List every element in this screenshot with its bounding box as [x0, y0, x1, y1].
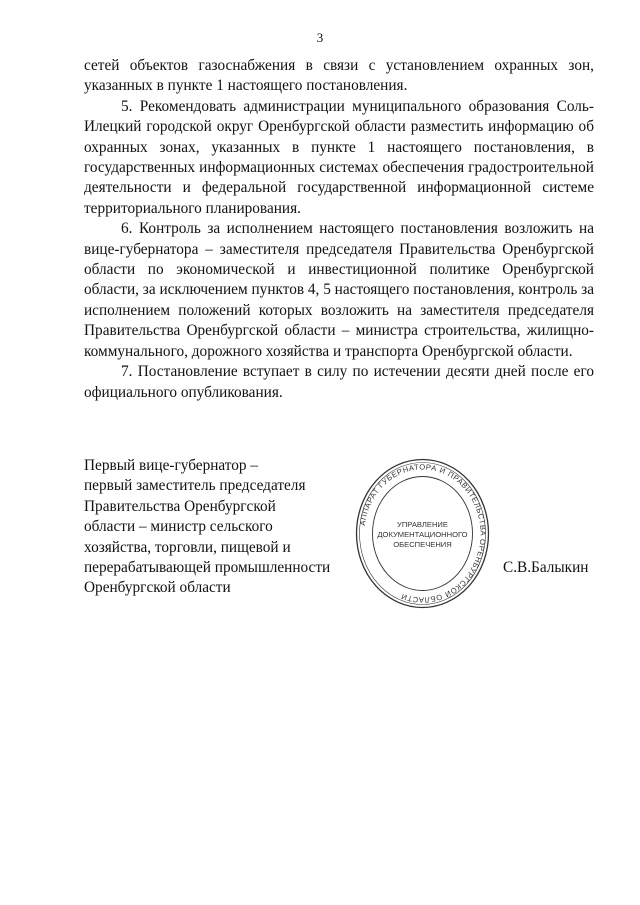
page-number: 3 [316, 30, 324, 45]
seal-center-line: ОБЕСПЕЧЕНИЯ [393, 540, 452, 549]
position-line: области – министр сельского [84, 518, 273, 536]
signer-name: С.В.Балыкин [503, 559, 589, 576]
position-line: Правительства Оренбургской [84, 497, 276, 515]
position-line: первый заместитель председателя [84, 477, 306, 495]
seal-center-line: ДОКУМЕНТАЦИОННОГО [377, 530, 468, 539]
document-body [84, 56, 594, 403]
paragraph-continuation: сетей объектов газоснабжения в связи с установлением охранных зон, указанных в пункте 1 настоящего постановления. [84, 57, 594, 95]
signatory-position [84, 456, 344, 599]
seal-center-line: УПРАВЛЕНИЕ [397, 520, 448, 529]
paragraph-5: 5. Рекомендовать администрации муниципального образования Соль-Илецкий городской округ Оренбургской области разместить информацию об охранных зонах, указанных в пункте 1 настоящего постановления, в государственных информационных системах обеспечения градостроительной деятельности и федеральной государственной информационной системе территориального планирования. [84, 97, 594, 217]
position-line: Первый вице-губернатор – [84, 457, 259, 474]
position-line: хозяйства, торговли, пищевой и [84, 538, 291, 556]
position-line: Оренбургской области [84, 579, 231, 597]
position-line: перерабатывающей промышленности [84, 559, 331, 577]
paragraph-6: 6. Контроль за исполнением настоящего постановления возложить на вице-губернатора – заместителя председателя Правительства Оренбургской области по экономической и инвестиционной политике Оренбургской области, за исключением пунктов 4, 5 настоящего постановления, контроль за исполнением положений которых возложить на заместителя председателя Правительства Оренбургской области – министра строительства, жилищно-коммунального, дорожного хозяйства и транспорта Оренбургской области. [84, 220, 594, 360]
official-seal-stamp [355, 456, 490, 611]
paragraph-7: 7. Постановление вступает в силу по истечении десяти дней после его официального опубликования. [84, 363, 594, 401]
seal-ring-text: АППАРАТ ГУБЕРНАТОРА И ПРАВИТЕЛЬСТВА ОРЕНБУРГСКОЙ ОБЛАСТИ [357, 462, 488, 605]
